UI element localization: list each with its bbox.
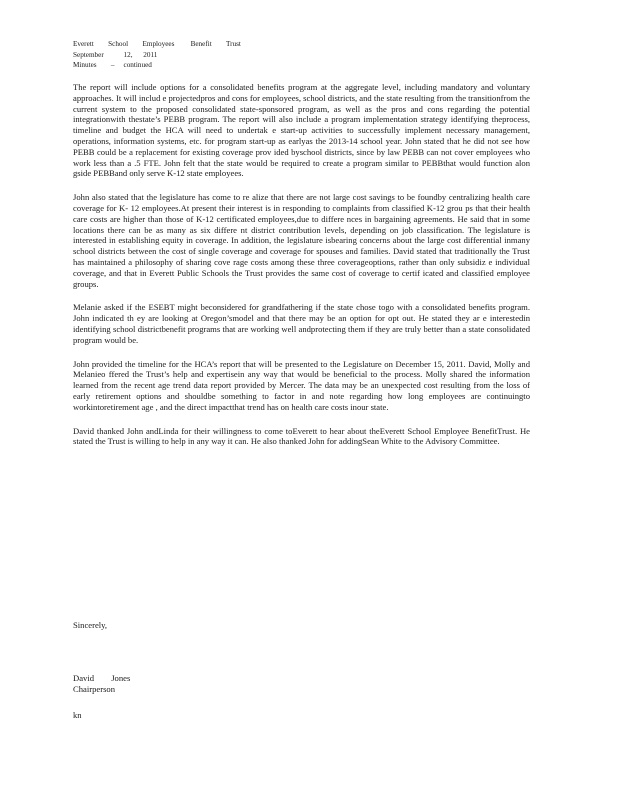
- paragraph-timeline: John provided the timeline for the HCA’s report that will be presented to the Legislature on December 15, 2011. David, Molly and Melanieo ffered the Trust’s help and expertisein any way that would be beneficial to the process. Molly shared the information learned from the recent age trend data report provided by Mercer. The data may be an unexpected cost resulting from the loss of early retirement options and shouldbe something to factor in and note regarding how long employees are continuingto workintoretirement age , and the direct impactthat trend has on health care costs inour state.: [73, 358, 530, 412]
- header-minutes-label: Minutes – continued: [73, 61, 152, 69]
- paragraph-grandfathering: Melanie asked if the ESEBT might beconsidered for grandfathering if the state chose togo with a consolidated benefits program. John indicated th ey are looking at Oregon’smodel and that there may be an option for opt out. He stated they ar e interestedin identifying school districtbenefit programs that are working well andprotecting them if they are truly better than a state consolidated program would be.: [73, 302, 530, 345]
- closing-salutation: Sincerely,: [73, 620, 108, 630]
- document-body: [73, 82, 530, 460]
- paragraph-legislature: John also stated that the legislature has come to re alize that there are not large cost savings to be foundby centralizing health care coverage for K- 12 employees.At present their interest is in responding to complaints from classified K-12 grou ps that their health care costs are higher than those of K-12 certificated employees,due to differe nces in bargaining agreements. He said that in some locations there can be as many as six differe nt district contribution levels, depending on job classification. The legislature is interested in establishing equity in coverage. In addition, the legislature isbearing concerns about the large cost differential inmany school districts between the cost of single coverage and coverage for spouses and families. David stated that traditionally the Trust has maintained a philosophy of sharing cove rage costs among these three coverageoptions, rather than only subsidiz e individual coverage, and that in Everett Public Schools the Trust provides the same cost of coverage to certif icated and classified employee groups.: [73, 192, 530, 289]
- header-date: September 12, 2011: [73, 50, 158, 59]
- paragraph-thanks: David thanked John andLinda for their willingness to come toEverett to hear about theEverett School Employee BenefitTrust. He stated the Trust is willing to help in any way it can. He also thanked John for addingSean White to the Advisory Committee.: [73, 425, 530, 447]
- header-organization: Everett School Employees Benefit Trust: [73, 40, 241, 48]
- document-header: [73, 39, 241, 71]
- signature-name: David Jones: [73, 673, 131, 683]
- paragraph-report-scope: The report will include options for a consolidated benefits program at the aggregate level, including mandatory and voluntary approaches. It will includ e projectedpros and cons for employees, school districts, and the state resulting from the transitionfrom the current system to the proposed consolidated state-sponsored program, as well as the pros and cons regarding the potential integrationwith thestate’s PEBB program. The report will also include a program implementation strategy identifying theprocess, timeline and budget the HCA will need to undertak e start-up activities to successfully implement necessary management, operations, information systems, etc. for program start-up as earlyas the 2013-14 school year. John stated that he did not see how PEBB could be a replacement for existing coverage prov ided byschool districts, since by law PEBB can not cover employees who work less than a .5 FTE. John felt that the state would be required to create a program similar to PEBBthat would function alon gside PEBBand only serve K-12 state employees.: [73, 82, 530, 179]
- typist-initials: kn: [73, 710, 82, 720]
- signature-title: Chairperson: [73, 684, 116, 694]
